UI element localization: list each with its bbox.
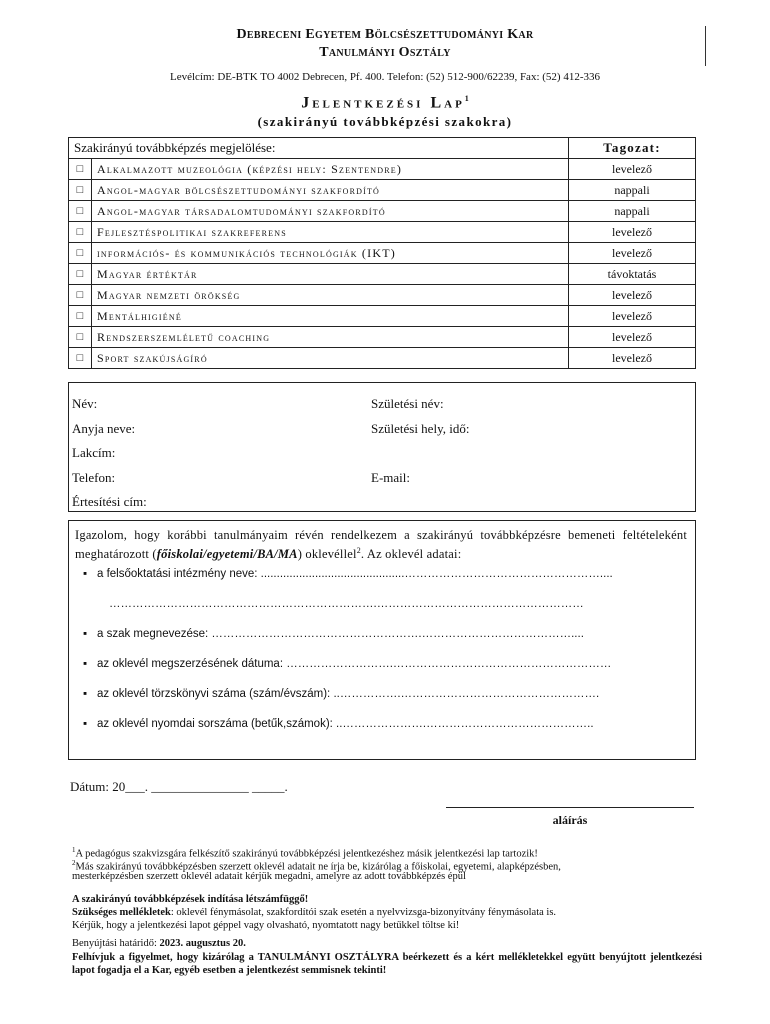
major-label: a szak megnevezése: ……………………………………………….………………………………….... bbox=[97, 628, 584, 640]
footnote-2-continued: mesterképzésben szerzett oklevél adatait kérjük megadni, amelyre az adott továbbképzés épül bbox=[72, 871, 466, 882]
program-name: Angol-magyar társadalomtudományi szakfordító bbox=[92, 201, 569, 222]
certificate-intro bbox=[75, 527, 687, 562]
program-row[interactable] bbox=[69, 264, 696, 285]
program-mode: levelező bbox=[569, 348, 696, 369]
program-mode: nappali bbox=[569, 201, 696, 222]
program-name: Mentálhigiéné bbox=[92, 306, 569, 327]
attachments-label: Szükséges mellékletek bbox=[72, 907, 171, 918]
program-checkbox[interactable]: □ bbox=[69, 348, 92, 369]
intro-part-c: . Az oklevél adatai: bbox=[360, 547, 462, 562]
bullet-icon: ▪ bbox=[83, 658, 88, 670]
deadline-note bbox=[72, 937, 702, 950]
program-name: Fejlesztéspolitikai szakreferens bbox=[92, 222, 569, 243]
institution-row[interactable] bbox=[83, 568, 613, 580]
notify-address-field[interactable]: Értesítési cím: bbox=[72, 494, 147, 509]
submission-warning: Felhívjuk a figyelmet, hogy kizárólag a TANULMÁNYI OSZTÁLYRA beérkezett és a kért mellékletekkel együtt benyújtott jelentkezési lapot fogadja el a Kar, egyéb esetben a jelentkezést semmisnek tekinti! bbox=[72, 952, 702, 976]
signature-line[interactable] bbox=[446, 807, 694, 808]
degree-date-row[interactable] bbox=[83, 658, 611, 670]
mode-header: Tagozat: bbox=[569, 138, 696, 159]
footnote-2-ref: 2 bbox=[72, 859, 76, 867]
footnote-2-text: Más szakirányú továbbképzésben szerzett oklevél adatait ne írja be, kizárólag a főiskolai, egyetemi, alapképzésben, bbox=[75, 861, 561, 873]
program-row[interactable] bbox=[69, 285, 696, 306]
program-checkbox[interactable]: □ bbox=[69, 159, 92, 180]
program-mode: levelező bbox=[569, 159, 696, 180]
address-field[interactable]: Lakcím: bbox=[72, 445, 116, 460]
program-mode: nappali bbox=[569, 180, 696, 201]
birth-name-field[interactable]: Születési név: bbox=[371, 396, 444, 411]
program-row[interactable] bbox=[69, 201, 696, 222]
bullet-icon: ▪ bbox=[83, 718, 88, 730]
program-checkbox[interactable]: □ bbox=[69, 264, 92, 285]
program-mode: levelező bbox=[569, 243, 696, 264]
university-name: Debreceni Egyetem Bölcsészettudományi Kar bbox=[236, 27, 534, 42]
program-row[interactable] bbox=[69, 243, 696, 264]
deadline-date: 2023. augusztus 20. bbox=[159, 938, 246, 949]
date-field[interactable]: Dátum: 20___. _______________ _____. bbox=[70, 779, 288, 794]
form-title bbox=[0, 94, 770, 112]
program-name: Alkalmazott muzeológia (képzési hely: Szentendre) bbox=[92, 159, 569, 180]
footnote-1-ref: 1 bbox=[72, 846, 76, 854]
program-checkbox[interactable]: □ bbox=[69, 180, 92, 201]
program-name: Magyar értéktár bbox=[92, 264, 569, 285]
program-row[interactable] bbox=[69, 348, 696, 369]
form-title-text: Jelentkezési Lap bbox=[301, 94, 465, 112]
footnote-1-text: A pedagógus szakvizsgára felkészítő szakirányú továbbképzési jelentkezéshez másik jelentkezési lap tartozik! bbox=[75, 848, 538, 860]
program-row[interactable] bbox=[69, 180, 696, 201]
print-number-row[interactable] bbox=[83, 718, 594, 730]
attachments-note bbox=[72, 906, 702, 919]
phone-field[interactable]: Telefon: bbox=[72, 470, 116, 485]
signature-label: aláírás bbox=[552, 813, 588, 827]
program-name: Magyar nemzeti örökség bbox=[92, 285, 569, 306]
intro-degree-types: főiskolai/egyetemi/BA/MA bbox=[156, 547, 298, 562]
institution-continuation-row[interactable]: …………………………………………………………….……………………………………………… bbox=[109, 598, 584, 610]
form-subtitle: (szakirányú továbbképzési szakokra) bbox=[257, 114, 513, 129]
intro-part-a: Igazolom, hogy korábbi tanulmányaim révén rendelkezem a szakirányú továbbképzésre bemeneti feltételeként meghatározott ( bbox=[75, 528, 687, 562]
program-mode: levelező bbox=[569, 222, 696, 243]
program-row[interactable] bbox=[69, 306, 696, 327]
fill-hint: Kérjük, hogy a jelentkezési lapot géppel vagy olvasható, nyomtatott nagy betűkkel töltse ki! bbox=[72, 920, 460, 931]
program-checkbox[interactable]: □ bbox=[69, 222, 92, 243]
certificate-box bbox=[68, 520, 696, 760]
major-row[interactable] bbox=[83, 628, 584, 640]
program-checkbox[interactable]: □ bbox=[69, 327, 92, 348]
program-row[interactable] bbox=[69, 327, 696, 348]
intro-part-b: ) oklevéllel bbox=[297, 547, 357, 562]
program-mode: távoktatás bbox=[569, 264, 696, 285]
program-name: Rendszerszemléletű coaching bbox=[92, 327, 569, 348]
name-field[interactable]: Név: bbox=[72, 396, 98, 411]
attachments-text: : oklevél fénymásolat, szakfordítói szak esetén a nyelvvizsga-bizonyítvány fénymásolata is. bbox=[170, 907, 557, 918]
program-name: Angol-magyar bölcsészettudományi szakfordító bbox=[92, 180, 569, 201]
birth-place-field[interactable]: Születési hely, idő: bbox=[371, 421, 470, 436]
registry-number-row[interactable] bbox=[83, 688, 599, 700]
personal-data-box bbox=[68, 382, 696, 512]
footnote-ref-1: 1 bbox=[464, 94, 469, 103]
mother-name-field[interactable]: Anyja neve: bbox=[72, 421, 136, 436]
bullet-icon: ▪ bbox=[83, 628, 88, 640]
program-checkbox[interactable]: □ bbox=[69, 243, 92, 264]
program-mode: levelező bbox=[569, 285, 696, 306]
program-table bbox=[68, 137, 696, 369]
program-checkbox[interactable]: □ bbox=[69, 306, 92, 327]
program-header: Szakirányú továbbképzés megjelölése: bbox=[69, 138, 569, 159]
bullet-icon: ▪ bbox=[83, 688, 88, 700]
program-name: információs- és kommunikációs technológiák (IKT) bbox=[92, 243, 569, 264]
launch-note: A szakirányú továbbképzések indítása létszámfüggő! bbox=[72, 894, 309, 905]
deadline-label: Benyújtási határidő: bbox=[72, 938, 160, 949]
program-row[interactable] bbox=[69, 159, 696, 180]
degree-date-label: az oklevél megszerzésének dátuma: ……………………….………………………………………………… bbox=[97, 658, 612, 670]
office-name: Tanulmányi Osztály bbox=[319, 45, 451, 60]
program-checkbox[interactable]: □ bbox=[69, 285, 92, 306]
print-number-label: az oklevél nyomdai sorszáma (betűk,számok): ..………………….…………………………………….. bbox=[97, 718, 594, 730]
program-checkbox[interactable]: □ bbox=[69, 201, 92, 222]
contact-address: Levélcím: DE-BTK TO 4002 Debrecen, Pf. 400. Telefon: (52) 512-900/62239, Fax: (52) 412-336 bbox=[170, 71, 600, 83]
program-row[interactable] bbox=[69, 222, 696, 243]
bullet-icon: ▪ bbox=[83, 568, 88, 580]
program-mode: levelező bbox=[569, 327, 696, 348]
institution-label: a felsőoktatási intézmény neve: .............................................…………………………………………….... bbox=[97, 568, 613, 580]
footnote-ref-2: 2 bbox=[356, 546, 361, 555]
email-field[interactable]: E-mail: bbox=[371, 470, 410, 485]
registry-number-label: az oklevél törzskönyvi száma (szám/évszám): ..…………….……………………………………………. bbox=[97, 688, 600, 700]
program-name: Sport szakújságíró bbox=[92, 348, 569, 369]
program-mode: levelező bbox=[569, 306, 696, 327]
